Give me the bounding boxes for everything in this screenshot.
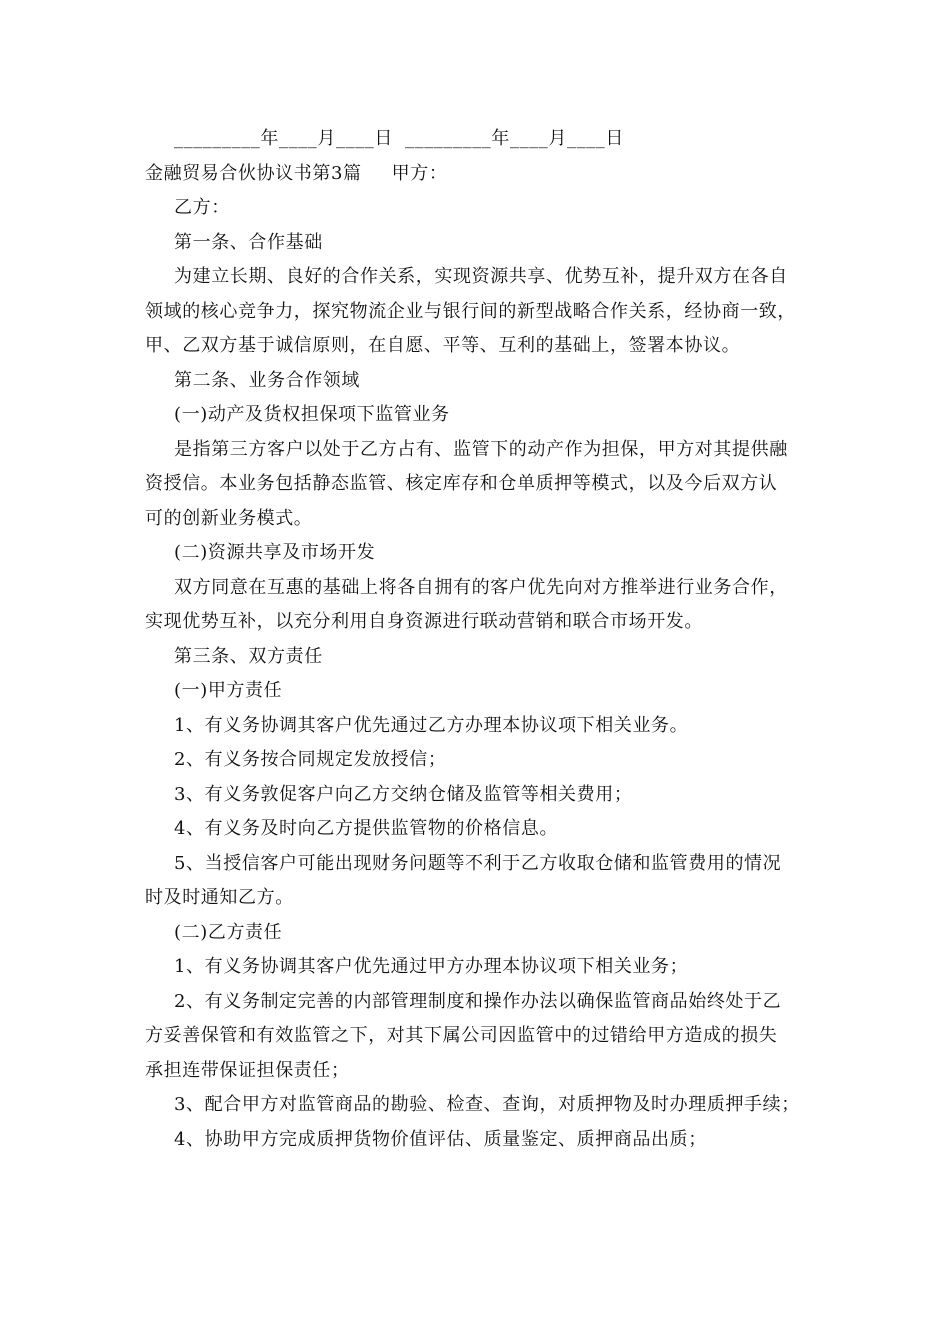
signature-date-line	[145, 122, 815, 157]
article-2-heading: 第二条、业务合作领域	[174, 369, 360, 391]
list-item-continued: 承担连带保证担保责任；	[145, 1059, 350, 1081]
list-item: 5、当授信客户可能出现财务问题等不利于乙方收取仓储和监管费用的情况	[174, 852, 782, 874]
section-heading: (一)甲方责任	[174, 680, 283, 701]
paragraph-line: 资授信。本业务包括静态监管、核定库存和仓单质押等模式，以及今后双方认	[145, 473, 778, 494]
section-heading: (一)动产及货权担保项下监管业务	[174, 404, 450, 425]
party-a-label: 甲方：	[391, 162, 448, 184]
paragraph-line: 实现优势互补，以充分利用自身资源进行联动营销和联合市场开发。	[145, 611, 703, 632]
list-item: 2、有义务按合同规定发放授信；	[174, 749, 447, 770]
article-1-heading: 第一条、合作基础	[174, 231, 323, 253]
paragraph-line: 领域的核心竞争力，探究物流企业与银行间的新型战略合作关系，经协商一致，	[145, 300, 796, 322]
signature-date-first: _________年____月____日	[174, 128, 393, 149]
party-b-label: 乙方：	[174, 197, 230, 218]
list-item: 1、有义务协调其客户优先通过乙方办理本协议项下相关业务。	[174, 714, 689, 736]
paragraph-line: 甲、乙双方基于诚信原则，在自愿、平等、互利的基础上，签署本协议。	[145, 335, 741, 356]
paragraph-line: 可的创新业务模式。	[145, 507, 313, 529]
document-title-line	[145, 157, 815, 192]
list-item: 1、有义务协调其客户优先通过甲方办理本协议项下相关业务；	[174, 956, 689, 977]
signature-date-second: _________年____月____日	[405, 128, 624, 149]
list-item-continued: 方妥善保管和有效监管之下，对其下属公司因监管中的过错给甲方造成的损失	[145, 1025, 778, 1046]
list-item: 3、有义务敦促客户向乙方交纳仓储及监管等相关费用；	[174, 783, 633, 805]
paragraph-line: 双方同意在互惠的基础上将各自拥有的客户优先向对方推举进行业务合作，	[174, 576, 788, 598]
section-heading: (二)乙方责任	[174, 921, 283, 943]
paragraph-line: 为建立长期、良好的合作关系，实现资源共享、优势互补，提升双方在各自	[174, 266, 788, 287]
document-body	[145, 122, 815, 1157]
list-item: 4、有义务及时向乙方提供监管物的价格信息。	[174, 818, 559, 839]
list-item: 2、有义务制定完善的内部管理制度和操作办法以确保监管商品始终处于乙	[174, 990, 782, 1012]
list-item-continued: 时及时通知乙方。	[145, 887, 294, 908]
document-title: 金融贸易合伙协议书第3篇	[145, 162, 362, 184]
section-heading: (二)资源共享及市场开发	[174, 542, 376, 563]
article-3-heading: 第三条、双方责任	[174, 645, 323, 667]
list-item: 3、配合甲方对监管商品的勘验、检查、查询，对质押物及时办理质押手续；	[174, 1094, 800, 1115]
paragraph-line: 是指第三方客户以处于乙方占有、监管下的动产作为担保，甲方对其提供融	[174, 438, 788, 460]
list-item: 4、协助甲方完成质押货物价值评估、质量鉴定、质押商品出质；	[174, 1128, 707, 1150]
